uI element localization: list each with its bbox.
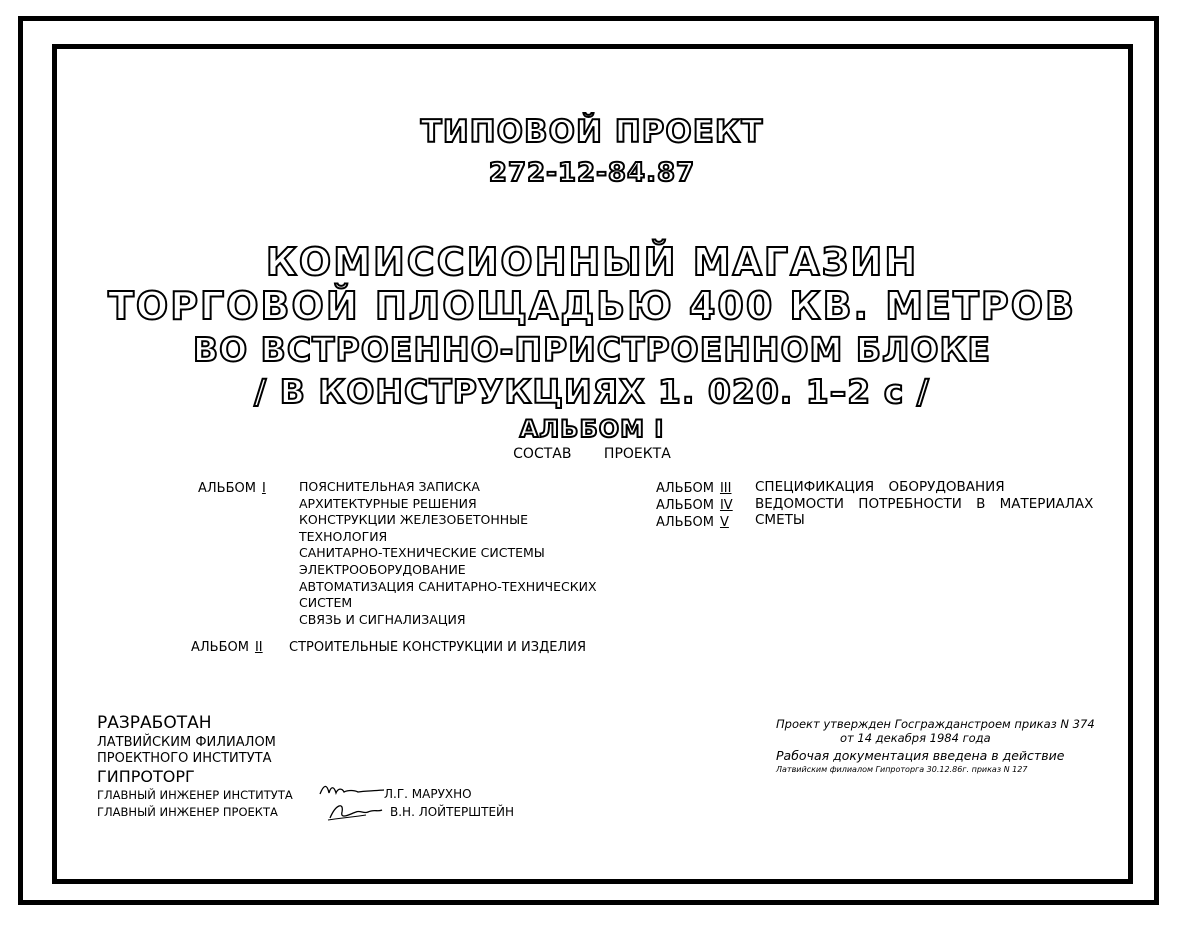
album-2-label bbox=[191, 640, 263, 655]
composition-heading: СОСТАВ ПРОЕКТА bbox=[513, 446, 671, 462]
album-3-number: III bbox=[719, 481, 732, 496]
developer-org-3: ГИПРОТОРГ bbox=[97, 767, 195, 786]
album-5-word: АЛЬБОМ bbox=[656, 515, 714, 530]
album-2-number: II bbox=[254, 640, 263, 655]
list-item: СВЯЗЬ И СИГНАЛИЗАЦИЯ bbox=[299, 611, 466, 627]
album-heading: АЛЬБОМ I bbox=[519, 415, 665, 443]
list-item: ЭЛЕКТРООБОРУДОВАНИЕ bbox=[299, 561, 466, 577]
album-3-word: АЛЬБОМ bbox=[656, 481, 714, 496]
list-item: ВЕДОМОСТИ ПОТРЕБНОСТИ В МАТЕРИАЛАХ bbox=[755, 495, 1094, 512]
project-number: 272-12-84.87 bbox=[488, 158, 696, 188]
developer-org-2: ПРОЕКТНОГО ИНСТИТУТА bbox=[97, 751, 272, 766]
album-5-number: V bbox=[719, 515, 729, 530]
album-4-word: АЛЬБОМ bbox=[656, 498, 714, 513]
title-line-4: / В КОНСТРУКЦИЯХ 1. 020. 1–2 с / bbox=[254, 372, 930, 411]
approval-line-3: Рабочая документация введена в действие bbox=[776, 748, 1065, 763]
approval-line-2: от 14 декабря 1984 года bbox=[840, 731, 991, 745]
album-4-number: IV bbox=[719, 498, 733, 513]
approval-line-4: Латвийским филиалом Гипроторга 30.12.86г. приказ N 127 bbox=[776, 765, 1028, 774]
title-line-1: КОМИССИОННЫЙ МАГАЗИН bbox=[265, 240, 919, 284]
album-3-label bbox=[656, 481, 731, 496]
list-item: АРХИТЕКТУРНЫЕ РЕШЕНИЯ bbox=[299, 495, 477, 511]
album-2-text: СТРОИТЕЛЬНЫЕ КОНСТРУКЦИИ И ИЗДЕЛИЯ bbox=[289, 640, 586, 655]
album-2-word: АЛЬБОМ bbox=[191, 640, 249, 655]
chief-engineer-institute-name: Л.Г. МАРУХНО bbox=[384, 787, 472, 801]
developer-org-1: ЛАТВИЙСКИМ ФИЛИАЛОМ bbox=[97, 735, 276, 750]
signature-2 bbox=[326, 800, 386, 824]
signature-1 bbox=[318, 782, 388, 798]
list-item: КОНСТРУКЦИИ ЖЕЛЕЗОБЕТОННЫЕ bbox=[299, 512, 529, 528]
album-1-word: АЛЬБОМ bbox=[198, 481, 256, 496]
list-item: СМЕТЫ bbox=[755, 512, 805, 528]
album-4-label bbox=[656, 498, 733, 513]
title-line-2: ТОРГОВОЙ ПЛОЩАДЬЮ 400 КВ. МЕТРОВ bbox=[107, 284, 1077, 328]
album-1-items bbox=[299, 479, 597, 628]
chief-engineer-project-label: ГЛАВНЫЙ ИНЖЕНЕР ПРОЕКТА bbox=[97, 805, 278, 819]
chief-engineer-institute-label: ГЛАВНЫЙ ИНЖЕНЕР ИНСТИТУТА bbox=[97, 788, 293, 802]
title-line-3: ВО ВСТРОЕННО-ПРИСТРОЕННОМ БЛОКЕ bbox=[192, 330, 992, 369]
chief-engineer-project-name: В.Н. ЛОЙТЕРШТЕЙН bbox=[390, 805, 515, 819]
list-item: АВТОМАТИЗАЦИЯ САНИТАРНО-ТЕХНИЧЕСКИХ bbox=[299, 578, 597, 594]
list-item: СИСТЕМ bbox=[299, 595, 353, 611]
album-1-label bbox=[198, 481, 266, 496]
list-item: ПОЯСНИТЕЛЬНАЯ ЗАПИСКА bbox=[299, 479, 480, 494]
project-type-heading: ТИПОВОЙ ПРОЕКТ bbox=[420, 114, 764, 150]
approval-line-1: Проект утвержден Госгражданстроем приказ N 374 bbox=[776, 717, 1095, 731]
list-item: СПЕЦИФИКАЦИЯ ОБОРУДОВАНИЯ bbox=[755, 479, 1005, 495]
album-5-label bbox=[656, 515, 729, 530]
developed-by-heading: РАЗРАБОТАН bbox=[97, 713, 212, 733]
list-item: ТЕХНОЛОГИЯ bbox=[299, 528, 388, 544]
albums-3-5-items bbox=[755, 479, 1093, 529]
album-1-number: I bbox=[261, 481, 266, 496]
list-item: САНИТАРНО-ТЕХНИЧЕСКИЕ СИСТЕМЫ bbox=[299, 545, 545, 561]
